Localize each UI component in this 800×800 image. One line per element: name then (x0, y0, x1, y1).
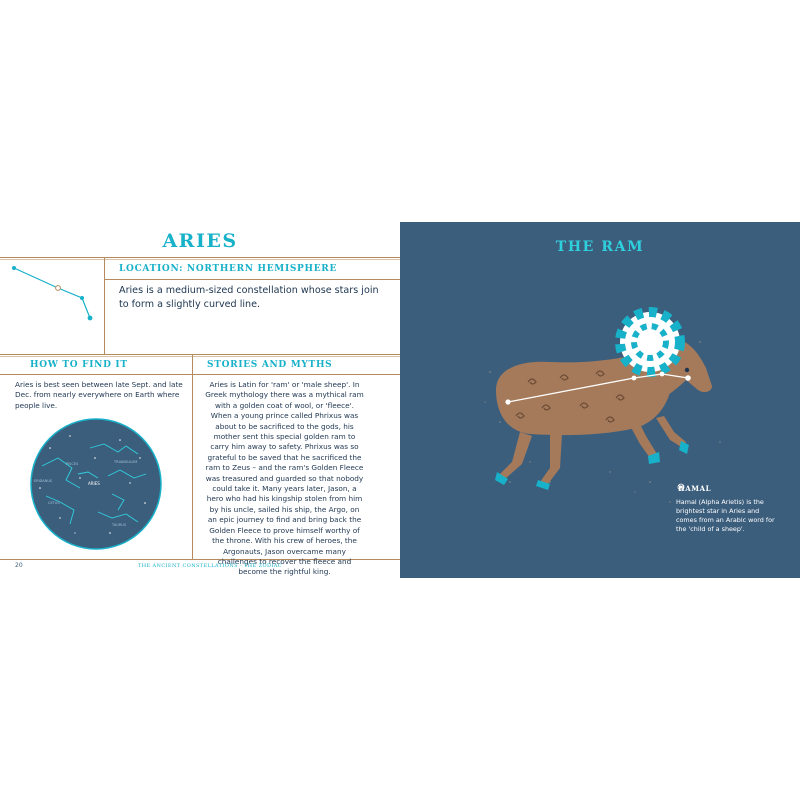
how-to-find-heading: HOW TO FIND IT (30, 360, 128, 370)
divider-middle-inner (0, 356, 400, 357)
divider-location (104, 258, 105, 355)
page-title: ARIES (162, 230, 238, 252)
svg-text:TRIANGULUM: TRIANGULUM (114, 460, 138, 464)
svg-text:TAURUS: TAURUS (112, 523, 127, 527)
left-page (0, 222, 400, 578)
location-heading: LOCATION: NORTHERN HEMISPHERE (119, 264, 338, 274)
star-map-aries-label: ARIES (88, 481, 100, 486)
stories-text: Aries is Latin for 'ram' or 'male sheep'. In Greek mythology there was a mythical ram with a golden coat of wool, or 'fleece'. When a young prince called Phrixus was about to be sacrificed to the gods, his mother sent this special golden ram to carry him away to safety. Phrixus was so grateful to be saved that he sacrificed the ram to Zeus – and the ram's Golden Fleece was treasured and guarded so that nobody could take it. Many years later, Jason, a hero who had his kingship stolen from him by his uncle, sailed his ship, the Argo, on an epic journey to find and bring back the Golden Fleece to prove himself worthy of the throne. With his crew of heroes, the Argonauts, Jason overcame many challenges to recover the fleece and become the rightful king. (205, 380, 364, 577)
intro-text: Aries is a medium-sized constellation whose stars join to form a slightly curved line. (119, 285, 379, 310)
how-to-find-text: Aries is best seen between late Sept. and late Dec. from nearly everywhere on Earth where people live. (15, 380, 183, 410)
book-spread (0, 222, 800, 578)
svg-text:CETUS: CETUS (48, 501, 60, 505)
ram-title: THE RAM (555, 239, 645, 255)
right-page (400, 222, 800, 578)
stories-heading: STORIES AND MYTHS (207, 360, 333, 370)
hamal-text: Hamal (Alpha Arietis) is the brightest star in Aries and comes from an Arabic word for the 'child of a sheep'. (676, 498, 775, 533)
running-footer: THE ANCIENT CONSTELLATIONS - THE ZODIAC (138, 563, 282, 569)
svg-text:ERIDANUS: ERIDANUS (34, 479, 53, 483)
page-number: 20 (15, 562, 23, 569)
divider-column-heads (0, 374, 400, 375)
svg-text:PISCES: PISCES (66, 462, 79, 466)
star-map (0, 418, 192, 558)
aries-constellation-diagram (0, 258, 104, 355)
hamal-heading: HAMAL (678, 484, 712, 493)
divider-location-head (104, 279, 400, 280)
divider-columns (192, 355, 193, 560)
